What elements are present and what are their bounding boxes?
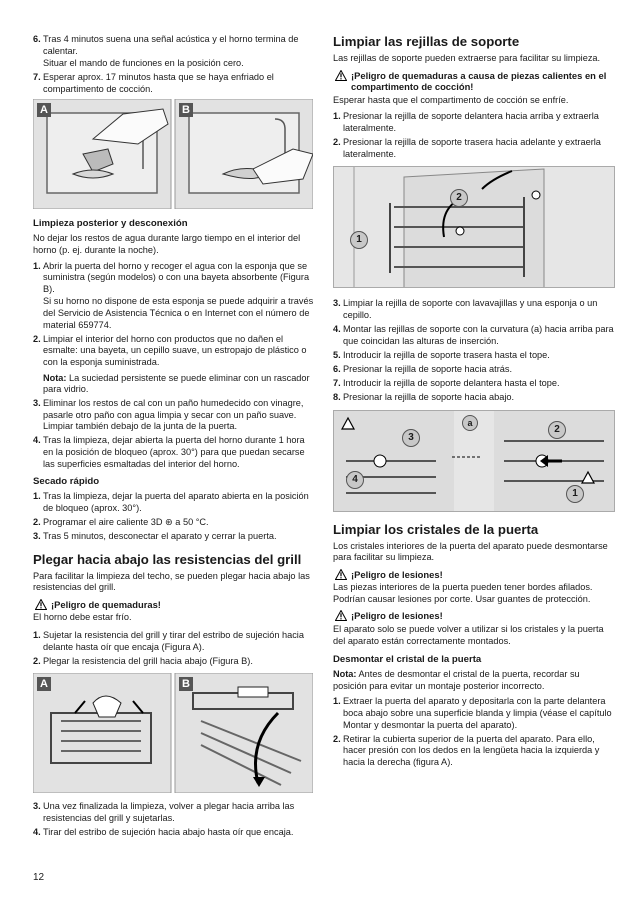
list-item: 3. Tras 5 minutos, desconectar el aparato y cerrar la puerta. <box>33 531 277 542</box>
list-item: 2. Limpiar el interior del horno con productos que no dañen el esmalte: una bayeta, un cepillo suave, un estropajo de plástico o con la esponja suministrada. Nota: La suciedad persistente se puede eliminar con un rascador para vidrio. <box>33 333 310 395</box>
callout-4: 4 <box>346 471 364 489</box>
section-title-rejillas: Limpiar las rejillas de soporte <box>333 34 520 49</box>
cristales-steps <box>333 696 615 768</box>
list-item: 3. Eliminar los restos de cal con un paño humedecido con vinagre, pasarle otro paño con agua limpia y secar con un paño suave. Limpiar también debajo de la junta de la puerta. <box>33 398 304 432</box>
warning-triangle-icon <box>335 569 347 580</box>
rejillas-steps-after <box>333 298 615 403</box>
note-label: Nota: <box>333 669 357 680</box>
list-item: 1. Sujetar la resistencia del grill y tirar del estribo de sujeción hacia delante hasta oír que encaja (Figura A). <box>33 630 304 652</box>
cristales-warning-2: ¡Peligro de lesiones! <box>333 610 615 622</box>
cristales-warning-2-text: El aparato solo se puede volver a utilizar si los cristales y la puerta del aparato están correctamente montados. <box>333 624 604 646</box>
cristales-intro: Los cristales interiores de la puerta del aparato puede desmontarse para facilitar su limpieza. <box>333 540 608 563</box>
secado-steps <box>33 491 315 542</box>
grill-warning: ¡Peligro de quemaduras! <box>33 599 315 611</box>
grill-warning-text: El horno debe estar frío. <box>33 612 132 623</box>
steps-top <box>33 34 315 95</box>
section-title-desmontar: Desmontar el cristal de la puerta <box>333 654 482 666</box>
cristales-warning-1: ¡Peligro de lesiones! <box>333 569 615 581</box>
list-item: 2. Retirar la cubierta superior de la puerta del aparato. Para ello, hacer presión con los dedos en la lengüeta hacia la izquierda y hacia la derecha (figura A). <box>333 733 600 767</box>
rejillas-intro: Las rejillas de soporte pueden extraerse para facilitar su limpieza. <box>333 53 601 63</box>
section-title-grill: Plegar hacia abajo las resistencias del grill <box>33 551 302 567</box>
grill-steps-after <box>33 801 315 838</box>
list-item: 3. Una vez finalizada la limpieza, volver a plegar hacia arriba las resistencias del grill y sujetarlas. <box>33 801 295 823</box>
list-item: 1. Tras la limpieza, dejar la puerta del aparato abierta en la posición de bloqueo (aprox. 30°). <box>33 491 309 513</box>
list-item: 6. Tras 4 minutos suena una señal acústica y el horno termina de calentar. Situar el mando de funciones en la posición cero. <box>33 34 299 69</box>
cristales-warning-1-text: Las piezas interiores de la puerta pueden tener bordes afilados. Podrían causar lesiones por corte. Usar guantes de protección. <box>333 582 593 604</box>
figure-label-b: B <box>179 677 193 691</box>
list-item: 1. Extraer la puerta del aparato y depositarla con la parte delantera boca abajo sobre una superficie blanda y limpia (véase el capítulo Montar y desmontar la puerta del aparato). <box>333 696 612 730</box>
callout-a: a <box>462 415 478 431</box>
section-title-limpieza: Limpieza posterior y desconexión <box>33 218 188 230</box>
limpieza-intro: No dejar los restos de agua durante largo tiempo en el interior del horno (p. ej. durante la noche). <box>33 233 301 256</box>
list-item: 4. Tirar del estribo de sujeción hacia abajo hasta oír que encaja. <box>33 826 294 837</box>
list-item: 5. Introducir la rejilla de soporte trasera hasta el tope. <box>333 349 550 360</box>
figure-rack-removal <box>333 166 615 288</box>
list-item: 6. Presionar la rejilla de soporte hacia atrás. <box>333 363 513 374</box>
page-number: 12 <box>33 872 45 883</box>
limpieza-steps <box>33 261 315 471</box>
list-item: 1. Abrir la puerta del horno y recoger el agua con la esponja que se suministra (según modelos) o con una bayeta absorbente (Figura B). Si su horno no dispone de esta esponja se puede adquirir a través del Servicio de Asistencia Técnica o en Internet con el número de material 659774. <box>33 260 314 330</box>
list-item: 4. Tras la limpieza, dejar abierta la puerta del horno durante 1 hora en la posición de bloqueo (aprox. 30°) para que puedan secarse las superficies esmaltadas del interior del horno. <box>33 435 305 469</box>
right-column <box>333 34 615 771</box>
left-column <box>33 34 315 841</box>
figure-rack-insertion <box>333 410 615 512</box>
list-item: 4. Montar las rejillas de soporte con la curvatura (a) hacia arriba para que coincidan las alturas de inserción. <box>333 323 614 346</box>
warning-triangle-icon <box>35 599 47 610</box>
list-item: 1. Presionar la rejilla de soporte delantera hacia arriba y extraerla lateralmente. <box>333 111 599 133</box>
figure-grill <box>33 673 313 793</box>
warning-triangle-icon <box>335 70 347 81</box>
rejillas-warning-text: Esperar hasta que el compartimento de cocción se enfríe. <box>333 94 569 105</box>
list-item: 7. Esperar aprox. 17 minutos hasta que se haya enfriado el compartimento de cocción. <box>33 72 274 94</box>
section-title-secado: Secado rápido <box>33 476 100 488</box>
list-item: 2. Programar el aire caliente 3D ⊛ a 50 °C. <box>33 516 209 527</box>
callout-1: 1 <box>350 231 368 249</box>
figure-label-a: A <box>37 103 51 117</box>
list-item: 7. Introducir la rejilla de soporte delantera hasta el tope. <box>333 377 560 388</box>
section-title-cristales: Limpiar los cristales de la puerta <box>333 521 539 537</box>
grill-illustration <box>33 673 313 793</box>
rejillas-steps <box>333 111 615 160</box>
rack-removal-illustration <box>334 167 614 287</box>
list-item: 8. Presionar la rejilla de soporte hacia abajo. <box>333 391 515 402</box>
callout-3: 3 <box>402 429 420 447</box>
figure-label-b: B <box>179 103 193 117</box>
list-item: 3. Limpiar la rejilla de soporte con lavavajillas y una esponja o un cepillo. <box>333 298 598 320</box>
cristales-note: Nota: Antes de desmontar el cristal de la puerta, recordar su posición para evitar un montaje posterior incorrecto. <box>333 669 580 691</box>
warning-triangle-icon <box>335 610 347 621</box>
callout-2: 2 <box>450 189 468 207</box>
figure-oven-sponge <box>33 99 313 209</box>
grill-steps <box>33 630 315 667</box>
figure-label-a: A <box>37 677 51 691</box>
list-item: 2. Plegar la resistencia del grill hacia abajo (Figura B). <box>33 655 253 666</box>
callout-2: 2 <box>548 421 566 439</box>
callout-1: 1 <box>566 485 584 503</box>
oven-sponge-illustration <box>33 99 313 209</box>
list-item: 2. Presionar la rejilla de soporte trasera hacia adelante y extraerla lateralmente. <box>333 137 601 159</box>
rejillas-warning: ¡Peligro de quemaduras a causa de piezas calientes en el compartimento de cocción! <box>333 70 615 93</box>
grill-intro: Para facilitar la limpieza del techo, se pueden plegar hacia abajo las resistencias del grill. <box>33 570 310 593</box>
note-label: Nota: <box>43 372 67 383</box>
